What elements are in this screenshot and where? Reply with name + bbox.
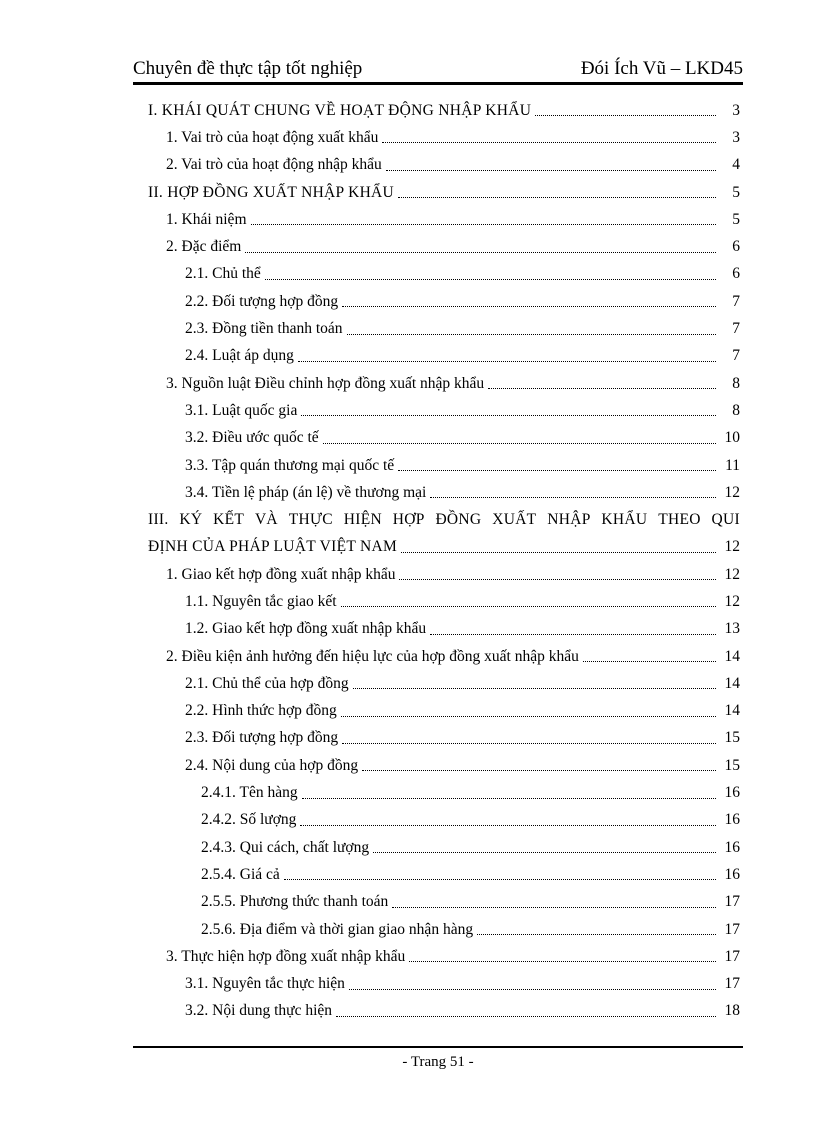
toc-entry[interactable] [148,479,740,506]
toc-dot-leader [347,334,716,335]
toc-dot-leader [298,361,716,362]
toc-entry-label: 2. Điều kiện ảnh hưởng đến hiệu lực của hợp đồng xuất nhập khẩu [166,647,579,665]
table-of-contents [148,97,740,1025]
toc-entry-page: 8 [732,374,740,392]
toc-dot-leader [342,306,716,307]
toc-entry[interactable] [148,752,740,779]
toc-entry[interactable] [148,861,740,888]
toc-entry[interactable] [148,698,740,725]
toc-entry-page: 7 [732,347,740,365]
toc-entry-label: 1. Vai trò của hoạt động xuất khẩu [166,128,379,146]
toc-dot-leader [392,907,716,908]
toc-entry-label: ĐỊNH CỦA PHÁP LUẬT VIỆT NAM [148,538,398,556]
toc-dot-leader [336,1016,716,1017]
toc-dot-leader [430,497,716,498]
toc-entry[interactable] [148,370,740,397]
toc-dot-leader [583,661,716,662]
toc-entry-label: 2. Đặc điểm [166,238,242,256]
toc-entry[interactable] [148,889,740,916]
toc-entry-label: 1.1. Nguyên tắc giao kết [185,592,337,610]
toc-dot-leader [488,388,716,389]
toc-entry-label: 3.2. Nội dung thực hiện [185,1002,333,1020]
toc-entry-page: 14 [724,647,740,665]
toc-entry-label: 2.3. Đồng tiền thanh toán [185,320,343,338]
toc-entry-page: 16 [724,865,740,883]
toc-entry[interactable] [148,179,740,206]
toc-entry[interactable] [148,670,740,697]
toc-heading-word: XUẤT [492,511,537,529]
toc-entry[interactable] [148,725,740,752]
toc-entry-label: 3.4. Tiền lệ pháp (án lệ) về thương mại [185,483,427,501]
toc-entry-label: 2.1. Chủ thể của hợp đồng [185,674,349,692]
toc-entry-label: 2.1. Chủ thể [185,265,261,283]
toc-dot-leader [341,606,716,607]
toc-entry-page: 16 [724,838,740,856]
toc-dot-leader [301,415,716,416]
page-header [133,50,743,80]
toc-entry-page: 17 [724,975,740,993]
toc-heading-word: HIỆN [343,511,382,529]
toc-entry[interactable] [148,152,740,179]
toc-entry[interactable] [148,506,740,533]
toc-dot-leader [398,197,716,198]
header-divider [133,82,743,85]
toc-entry-page: 6 [732,238,740,256]
toc-entry[interactable] [148,998,740,1025]
toc-entry-label: 2.2. Hình thức hợp đồng [185,702,337,720]
toc-dot-leader [300,825,716,826]
toc-entry-label: 2.4.3. Qui cách, chất lượng [201,838,370,856]
toc-entry-page: 17 [724,920,740,938]
toc-heading-word: HỢP [392,511,425,529]
toc-entry[interactable] [148,971,740,998]
toc-entry-page: 7 [732,292,740,310]
toc-heading-word: KHẨU [601,511,648,529]
toc-heading-word: III. [148,511,169,529]
toc-dot-leader [409,961,716,962]
toc-dot-leader [386,170,716,171]
toc-heading-word: KẾT [213,511,245,529]
toc-entry-page: 11 [725,456,740,474]
toc-entry[interactable] [148,343,740,370]
toc-dot-leader [323,443,716,444]
toc-entry-label: 2.4.2. Số lượng [201,811,297,829]
toc-entry-label: 3. Thực hiện hợp đồng xuất nhập khẩu [166,947,406,965]
toc-entry[interactable] [148,834,740,861]
toc-dot-leader [284,879,716,880]
toc-dot-leader [398,470,716,471]
toc-entry-label: 2. Vai trò của hoạt động nhập khẩu [166,156,382,174]
toc-entry-label: 3.1. Luật quốc gia [185,401,298,419]
toc-dot-leader [382,142,716,143]
toc-entry-page: 12 [724,592,740,610]
toc-entry[interactable] [148,452,740,479]
toc-entry-page: 16 [724,784,740,802]
toc-entry-page: 5 [732,210,740,228]
toc-entry[interactable] [148,616,740,643]
toc-dot-leader [401,552,716,553]
toc-entry-label: II. HỢP ĐỒNG XUẤT NHẬP KHẨU [148,183,395,201]
toc-entry-page: 8 [732,401,740,419]
toc-entry-label: 1. Giao kết hợp đồng xuất nhập khẩu [166,565,396,583]
header-author: Đói Ích Vũ – LKD45 [580,58,743,79]
toc-entry[interactable] [148,397,740,424]
toc-dot-leader [302,798,716,799]
toc-dot-leader [341,716,716,717]
toc-entry[interactable] [148,643,740,670]
toc-dot-leader [399,579,716,580]
toc-entry[interactable] [148,288,740,315]
toc-entry-page: 12 [724,565,740,583]
toc-heading-word: THỰC [288,511,333,529]
toc-dot-leader [353,688,716,689]
toc-entry-page: 15 [724,729,740,747]
toc-dot-leader [430,634,716,635]
toc-entry-page: 5 [732,183,740,201]
toc-entry-page: 12 [724,483,740,501]
toc-entry-page: 14 [724,702,740,720]
toc-entry-label: 2.4.1. Tên hàng [201,784,298,802]
footer-divider [133,1046,743,1048]
toc-entry-label: 2.2. Đối tượng hợp đồng [185,292,339,310]
toc-heading-word: THEO [658,511,701,529]
toc-dot-leader [265,279,716,280]
toc-entry-page: 6 [732,265,740,283]
page-number: - Trang 51 - [402,1054,474,1070]
toc-dot-leader [349,989,716,990]
toc-entry-page: 15 [724,756,740,774]
toc-entry-label: I. KHÁI QUÁT CHUNG VỀ HOẠT ĐỘNG NHẬP KHẨU [148,101,532,119]
toc-entry-label: 3.2. Điều ước quốc tế [185,429,319,447]
toc-entry-page: 13 [724,620,740,638]
toc-entry-page: 14 [724,674,740,692]
header-title: Chuyên đề thực tập tốt nghiệp [133,58,363,79]
toc-dot-leader [373,852,716,853]
toc-entry-page: 18 [724,1002,740,1020]
toc-entry[interactable] [148,588,740,615]
toc-entry-label: 1.2. Giao kết hợp đồng xuất nhập khẩu [185,620,427,638]
toc-heading-word: KÝ [179,511,203,529]
toc-entry-label: 2.4. Nội dung của hợp đồng [185,756,359,774]
toc-entry-page: 3 [732,101,740,119]
toc-entry[interactable] [148,315,740,342]
toc-entry-label: 2.5.4. Giá cả [201,865,280,883]
toc-entry-page: 17 [724,893,740,911]
toc-entry-page: 12 [724,538,740,556]
toc-entry[interactable] [148,233,740,260]
toc-heading-word: QUI [711,511,740,529]
toc-entry[interactable] [148,807,740,834]
toc-dot-leader [245,252,716,253]
toc-entry[interactable] [148,534,740,561]
toc-entry[interactable] [148,97,740,124]
toc-entry-label: 2.3. Đối tượng hợp đồng [185,729,339,747]
toc-entry-label: 2.5.5. Phương thức thanh toán [201,893,389,911]
toc-entry[interactable] [148,261,740,288]
toc-entry[interactable] [148,206,740,233]
toc-entry-label: 2.5.6. Địa điểm và thời gian giao nhận hàng [201,920,474,938]
toc-entry[interactable] [148,943,740,970]
toc-dot-leader [535,115,716,116]
toc-entry[interactable] [148,561,740,588]
toc-entry-page: 16 [724,811,740,829]
toc-dot-leader [477,934,716,935]
toc-entry-page: 4 [732,156,740,174]
toc-entry-page: 7 [732,320,740,338]
toc-entry-label: 3.1. Nguyên tắc thực hiện [185,975,345,993]
toc-entry[interactable] [148,916,740,943]
toc-entry-label: 3. Nguồn luật Điều chỉnh hợp đồng xuất nhập khẩu [166,374,485,392]
toc-entry[interactable] [148,779,740,806]
toc-heading-word: VÀ [254,511,278,529]
toc-dot-leader [342,743,716,744]
toc-entry[interactable] [148,124,740,151]
toc-entry-label: 1. Khái niệm [166,210,247,228]
toc-entry-label: 3.3. Tập quán thương mại quốc tế [185,456,395,474]
toc-dot-leader [251,224,717,225]
toc-heading-word: NHẬP [547,511,591,529]
toc-entry-page: 17 [724,947,740,965]
toc-entry-page: 3 [732,128,740,146]
toc-entry-label: 2.4. Luật áp dụng [185,347,294,365]
toc-dot-leader [362,770,716,771]
toc-heading-word: ĐỒNG [435,511,482,529]
toc-entry[interactable] [148,425,740,452]
toc-entry-page: 10 [724,429,740,447]
